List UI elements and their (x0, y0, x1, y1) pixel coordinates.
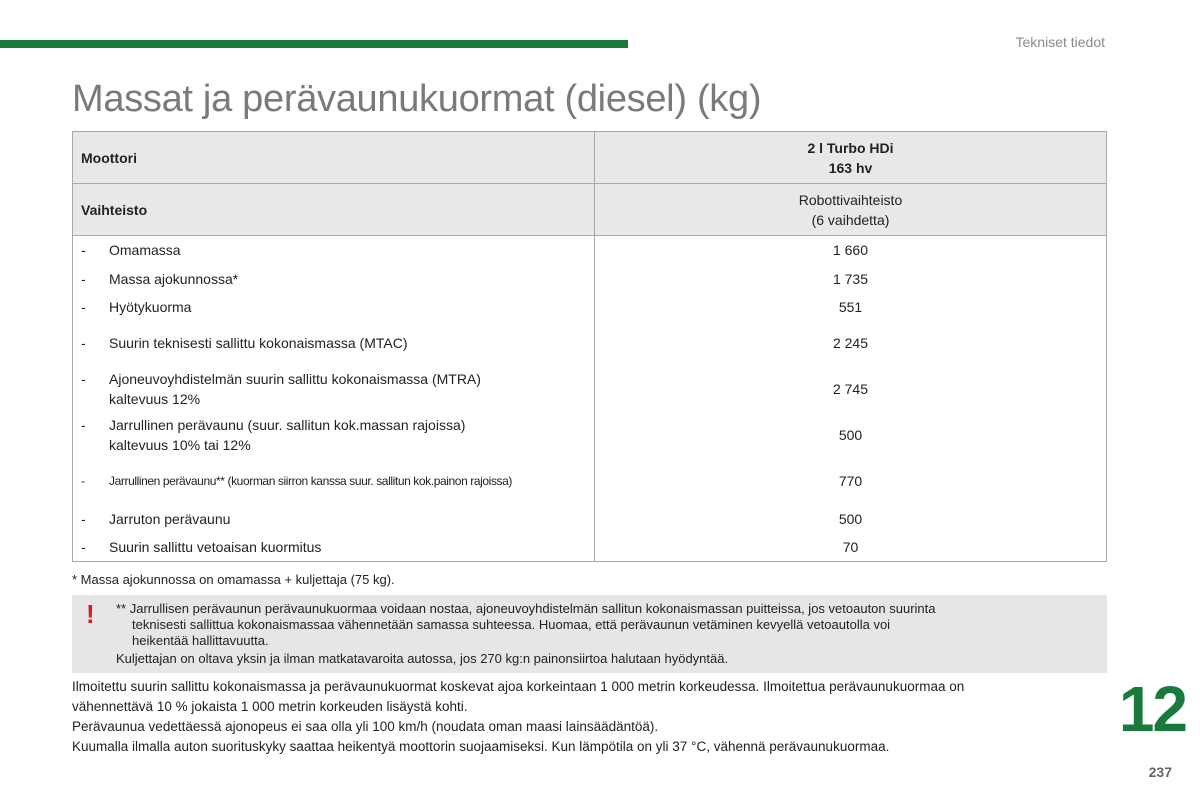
engine-row (73, 132, 1107, 184)
body-text (72, 677, 1112, 757)
row-dash: - (81, 370, 86, 387)
row-label: Jarrullinen perävaunu** (kuorman siirron kanssa suur. sallitun kok.painon rajoissa) (109, 473, 513, 488)
table-row (73, 265, 1107, 293)
row-dash: - (81, 416, 86, 433)
body-line4: Kuumalla ilmalla auton suorituskyky saattaa heikentyä moottorin suojaamiseksi. Kun lämpötila on yli 37 °C, vähennä perävaunukuormaa. (72, 739, 890, 754)
row-label-cell (73, 457, 595, 505)
gearbox-label: Vaihteisto (73, 184, 595, 236)
row-label-line2: kaltevuus 12% (109, 390, 201, 407)
row-value: 1 660 (595, 236, 1107, 265)
row-value: 2 245 (595, 321, 1107, 365)
row-label: Omamassa (109, 242, 181, 259)
row-label: Suurin sallittu vetoaisan kuormitus (109, 538, 322, 555)
row-label-cell (73, 505, 595, 533)
row-label-cell (73, 293, 595, 321)
gearbox-value (595, 184, 1107, 236)
table-row (73, 457, 1107, 505)
row-label-line1: Jarrullinen perävaunu (suur. sallitun kok.massan rajoissa) (109, 416, 466, 433)
row-label: Jarruton perävaunu (109, 510, 231, 527)
warning-line4: Kuljettajan on oltava yksin ja ilman matkatavaroita autossa, jos 270 kg:n painonsiirtoa halutaan hyödyntää. (116, 651, 729, 666)
body-line3: Perävaunua vedettäessä ajonopeus ei saa olla yli 100 km/h (noudata oman maasi lainsäädäntöä). (72, 719, 659, 734)
row-value: 500 (595, 505, 1107, 533)
table-row (73, 321, 1107, 365)
row-label-cell (73, 236, 595, 265)
row-label-cell (73, 533, 595, 562)
row-value: 500 (595, 413, 1107, 457)
footnote: * Massa ajokunnossa on omamassa + kuljettaja (75 kg). (72, 572, 395, 587)
header-accent-bar (0, 40, 628, 48)
warning-line2: teknisesti sallittua kokonaismassaa vähennetään samassa suhteessa. Huomaa, että perävaunun vetäminen kevyellä vetoautolla voi (132, 617, 891, 632)
row-label (109, 415, 465, 455)
warning-line1: ** Jarrullisen perävaunun perävaunukuormaa voidaan nostaa, ajoneuvoyhdistelmän sallitun kokonaismassan puitteissa, jos vetoauton suurinta (116, 601, 936, 616)
gearbox-value-line2: (6 vaihdetta) (811, 211, 890, 228)
exclamation-icon: ! (86, 599, 95, 629)
warning-box (72, 595, 1107, 673)
row-label-cell (73, 321, 595, 365)
row-label-cell (73, 413, 595, 457)
table-row (73, 413, 1107, 457)
warning-line3: heikentää hallittavuutta. (132, 633, 269, 648)
table-row (73, 505, 1107, 533)
engine-label: Moottori (73, 132, 595, 184)
table-row (73, 533, 1107, 562)
table-row (73, 365, 1107, 413)
page-number: 237 (1148, 764, 1172, 780)
row-dash: - (81, 510, 86, 527)
row-label-line1: Ajoneuvoyhdistelmän suurin sallittu kokonaismassa (MTRA) (109, 370, 481, 387)
row-dash: - (81, 473, 85, 488)
engine-value (595, 132, 1107, 184)
row-label: Suurin teknisesti sallittu kokonaismassa (MTAC) (109, 334, 408, 351)
row-value: 70 (595, 533, 1107, 562)
section-name: Tekniset tiedot (1015, 34, 1105, 50)
warning-text (116, 601, 1096, 667)
row-label-cell (73, 365, 595, 413)
row-dash: - (81, 298, 86, 315)
engine-value-line1: 2 l Turbo HDi (807, 139, 894, 156)
row-dash: - (81, 242, 86, 259)
row-label (109, 369, 481, 409)
row-value: 551 (595, 293, 1107, 321)
row-label-cell (73, 265, 595, 293)
row-value: 2 745 (595, 365, 1107, 413)
gearbox-row (73, 184, 1107, 236)
row-value: 1 735 (595, 265, 1107, 293)
row-value: 770 (595, 457, 1107, 505)
page-title: Massat ja perävaunukuormat (diesel) (kg) (72, 78, 762, 120)
row-label-line2: kaltevuus 10% tai 12% (109, 436, 251, 453)
row-label: Massa ajokunnossa* (109, 270, 239, 287)
chapter-number: 12 (1118, 673, 1186, 745)
table-row (73, 236, 1107, 265)
table-row (73, 293, 1107, 321)
row-dash: - (81, 334, 86, 351)
mass-table (72, 131, 1107, 562)
row-label: Hyötykuorma (109, 298, 192, 315)
row-dash: - (81, 538, 86, 555)
body-line2: vähennettävä 10 % jokaista 1 000 metrin korkeuden lisäystä kohti. (72, 699, 468, 714)
gearbox-value-line1: Robottivaihteisto (798, 191, 903, 208)
body-line1: Ilmoitettu suurin sallittu kokonaismassa ja perävaunukuormat koskevat ajoa korkeintaan 1 000 metrin korkeudessa. Ilmoitettua perävaunukuormaa on (72, 679, 965, 694)
row-dash: - (81, 270, 86, 287)
engine-value-line2: 163 hv (828, 159, 873, 176)
